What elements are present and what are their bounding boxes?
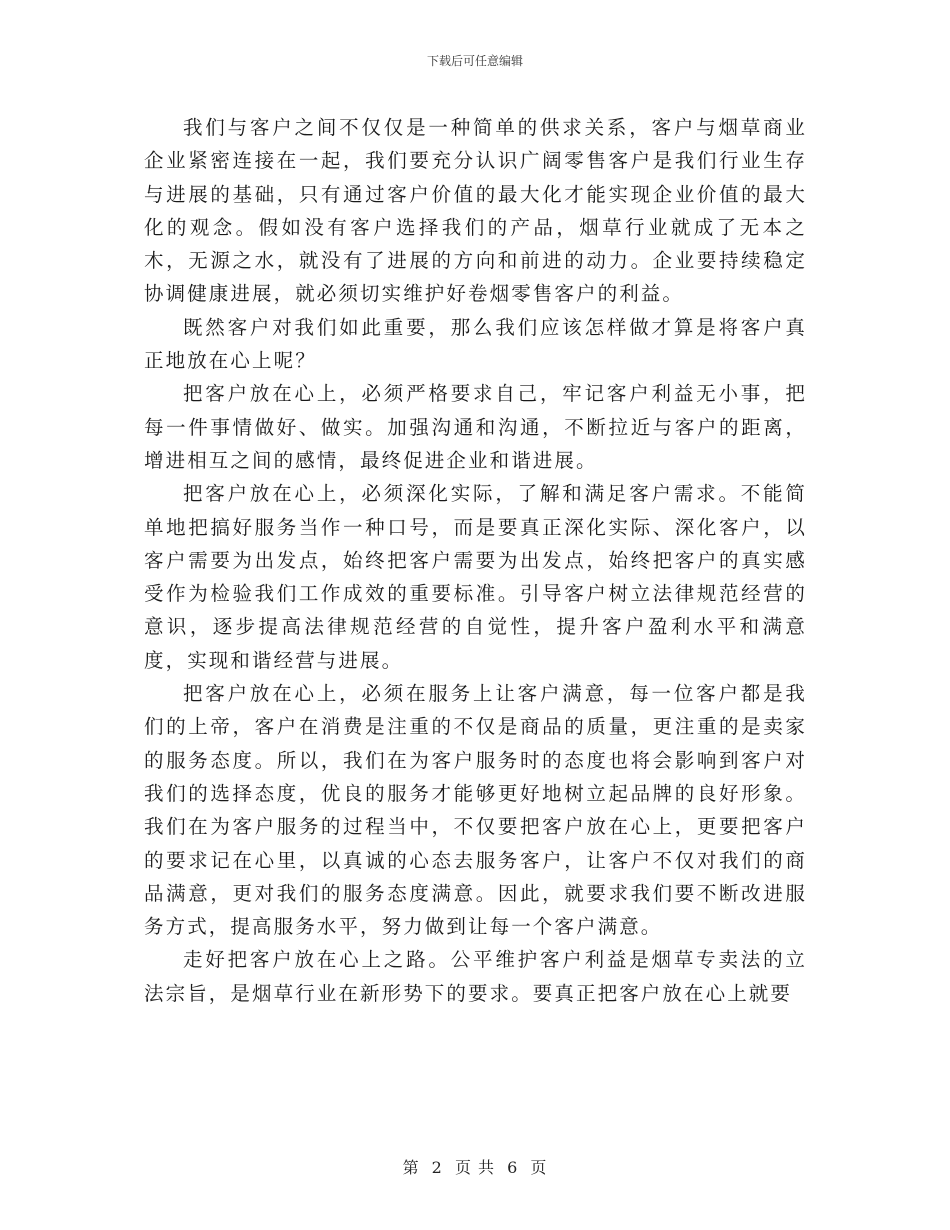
footer-suffix: 页 [530, 1158, 548, 1177]
paragraph-4: 把客户放在心上，必须深化实际，了解和满足客户需求。不能简单地把搞好服务当作一种口号，而是要真正深化实际、深化客户，以客户需要为出发点，始终把客户需要为出发点，始终把客户的真实感受作为检验我们工作成效的重要标准。引导客户树立法律规范经营的意识，逐步提高法律规范经营的自觉性，提升客户盈利水平和满意度，实现和谐经营与进展。 [144, 482, 807, 672]
page-header: 下载后可任意编辑 [426, 54, 523, 68]
paragraph-1: 我们与客户之间不仅仅是一种简单的供求关系，客户与烟草商业企业紧密连接在一起，我们要充分认识广阔零售客户是我们行业生存与进展的基础，只有通过客户价值的最大化才能实现企业价值的最大化的观念。假如没有客户选择我们的产品，烟草行业就成了无本之木，无源之水，就没有了进展的方向和前进的动力。企业要持续稳定协调健康进展，就必须切实维护好卷烟零售客户的利益。 [144, 116, 807, 306]
paragraph-3: 把客户放在心上，必须严格要求自己，牢记客户利益无小事，把每一件事情做好、做实。加强沟通和沟通，不断拉近与客户的距离，增进相互之间的感情，最终促进企业和谐进展。 [144, 382, 807, 472]
total-page-number: 6 [507, 1158, 519, 1177]
footer-prefix: 第 [402, 1158, 420, 1177]
document-body [144, 111, 807, 1010]
paragraph-2: 既然客户对我们如此重要，那么我们应该怎样做才算是将客户真正地放在心上呢？ [144, 315, 807, 373]
paragraph-6: 走好把客户放在心上之路。公平维护客户利益是烟草专卖法的立法宗旨，是烟草行业在新形势下的要求。要真正把客户放在心上就要 [144, 948, 807, 1005]
current-page-number: 2 [431, 1158, 443, 1177]
page-footer [0, 1155, 950, 1178]
paragraph-5: 把客户放在心上，必须在服务上让客户满意，每一位客户都是我们的上帝，客户在消费是注重的不仅是商品的质量，更注重的是卖家的服务态度。所以，我们在为客户服务时的态度也将会影响到客户对我们的选择态度，优良的服务才能够更好地树立起品牌的良好形象。我们在为客户服务的过程当中，不仅要把客户放在心上，更要把客户的要求记在心里，以真诚的心态去服务客户，让客户不仅对我们的商品满意，更对我们的服务态度满意。因此，就要求我们要不断改进服务方式，提高服务水平，努力做到让每一个客户满意。 [144, 682, 807, 939]
footer-middle: 页 共 [454, 1158, 496, 1177]
